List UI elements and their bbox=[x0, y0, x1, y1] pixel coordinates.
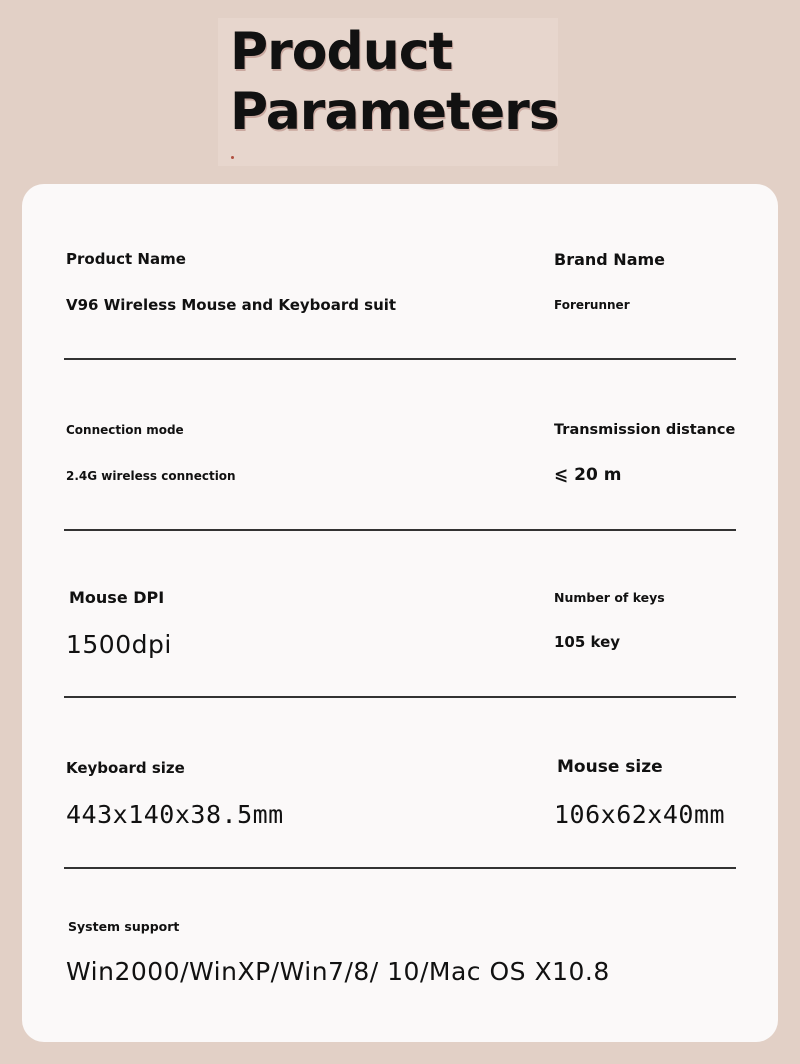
page-title bbox=[230, 22, 559, 142]
page-title-line-2: Parameters bbox=[230, 82, 559, 142]
transmission-distance-value: ⩽ 20 m bbox=[554, 465, 622, 485]
system-support-label: System support bbox=[68, 919, 180, 934]
decorative-dot bbox=[231, 156, 234, 159]
mouse-dpi-label: Mouse DPI bbox=[69, 588, 165, 607]
divider-3 bbox=[64, 696, 736, 698]
product-name-label: Product Name bbox=[66, 250, 186, 268]
keyboard-size-value: 443x140x38.5mm bbox=[66, 800, 284, 829]
parameters-card bbox=[22, 184, 778, 1042]
brand-name-value: Forerunner bbox=[554, 298, 630, 312]
connection-mode-value: 2.4G wireless connection bbox=[66, 469, 236, 483]
connection-mode-label: Connection mode bbox=[66, 423, 184, 437]
mouse-size-label: Mouse size bbox=[557, 757, 663, 777]
brand-name-label: Brand Name bbox=[554, 250, 666, 269]
number-of-keys-value: 105 key bbox=[554, 633, 621, 651]
transmission-distance-label: Transmission distance bbox=[554, 422, 736, 438]
divider-2 bbox=[64, 529, 736, 531]
mouse-dpi-value: 1500dpi bbox=[66, 630, 172, 659]
page-title-line-1: Product bbox=[230, 22, 453, 82]
product-name-value: V96 Wireless Mouse and Keyboard suit bbox=[66, 296, 397, 314]
keyboard-size-label: Keyboard size bbox=[66, 759, 185, 777]
number-of-keys-label: Number of keys bbox=[554, 590, 665, 605]
divider-4 bbox=[64, 867, 736, 869]
system-support-value: Win2000/WinXP/Win7/8/ 10/Mac OS X10.8 bbox=[66, 957, 610, 986]
mouse-size-value: 106x62x40mm bbox=[554, 800, 726, 829]
divider-1 bbox=[64, 358, 736, 360]
